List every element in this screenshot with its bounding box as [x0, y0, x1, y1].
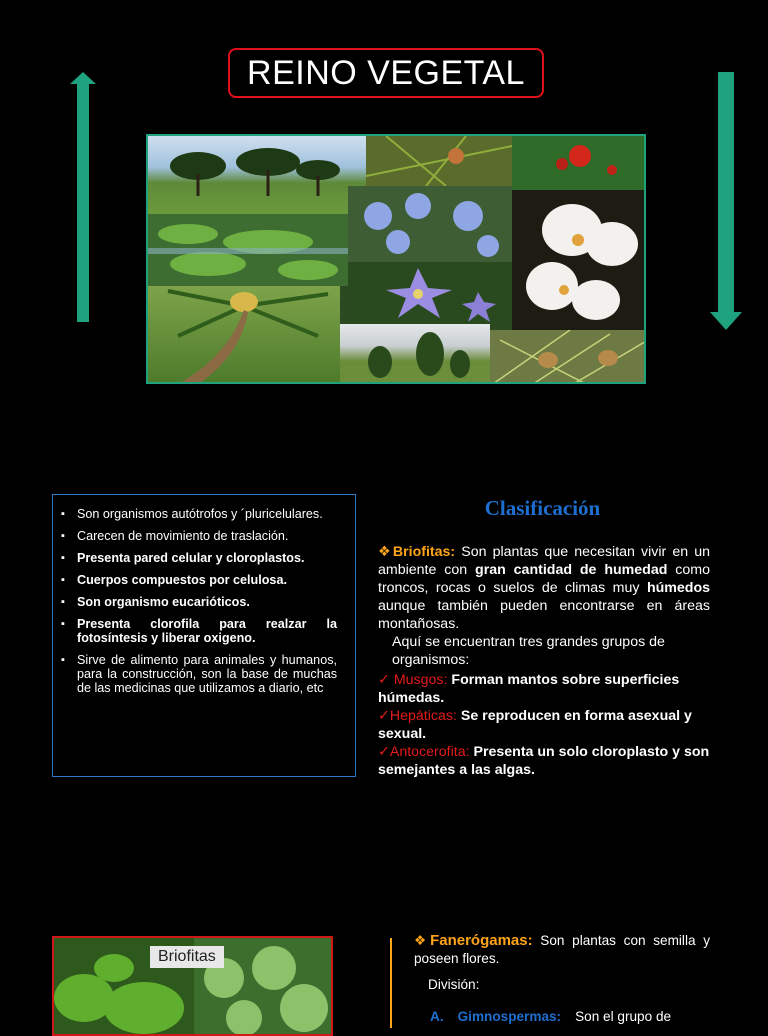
gimnospermas-label: Gimnospermas:	[457, 1009, 562, 1024]
fanerogamas-paragraph	[414, 932, 710, 968]
feature-item: ▪ Presenta clorofila para realzar la fotosíntesis y liberar oxigeno.	[59, 617, 337, 645]
briofitas-bold-humid: húmedos	[646, 580, 710, 596]
clasificacion-heading: Clasificación	[484, 496, 601, 520]
hepaticas-text: Se reproducen en forma asexual y sexual.	[378, 708, 692, 742]
plant-collage-image	[146, 134, 646, 384]
antocerofita-label: Antocerofita:	[389, 744, 470, 760]
check-icon: ✓	[378, 708, 390, 724]
red-flower-photo	[512, 136, 646, 190]
fanerogamas-text: Son plantas con semilla y poseen flores.	[414, 933, 710, 966]
feature-item: ▪ Son organismos autótrofos y ´pluricelulares.	[59, 507, 337, 521]
gimnospermas-marker: A.	[430, 1009, 444, 1024]
check-icon: ✓	[378, 744, 390, 760]
moss-photo	[148, 214, 348, 286]
clasificacion-section	[378, 543, 710, 779]
briofitas-text: Son plantas que necesitan vivir en un ambiente con	[378, 544, 710, 578]
feature-item: ▪ Presenta pared celular y cloroplastos.	[59, 551, 337, 565]
diamond-bullet-icon: ❖	[378, 544, 393, 560]
musgos-label: Musgos:	[393, 672, 448, 688]
feature-item: ▪ Son organismo eucarióticos.	[59, 595, 337, 609]
trees-photo	[148, 136, 366, 214]
pine-needles-photo	[490, 330, 646, 384]
hepaticas-label: Hepáticas:	[389, 708, 457, 724]
antocerofita-item	[378, 743, 710, 779]
features-list	[59, 507, 337, 695]
pine-trees-photo	[340, 324, 490, 384]
groups-intro: Aquí se encuentran tres grandes grupos de organismos:	[392, 634, 665, 668]
orchid-photo	[512, 190, 646, 330]
musgos-text: Forman mantos sobre superficies húmedas.	[378, 672, 680, 706]
fanerogamas-section	[414, 932, 710, 1026]
up-arrow-icon	[70, 72, 96, 322]
title-box	[228, 48, 544, 98]
blue-flower-photo	[348, 186, 512, 262]
features-box	[52, 494, 356, 777]
page-title: REINO VEGETAL	[247, 53, 525, 92]
fanerogamas-label: Fanerógamas:	[430, 932, 533, 949]
star-flower-photo	[348, 262, 512, 324]
gimnospermas-item	[414, 1008, 710, 1026]
briofitas-label: Briofitas:	[392, 544, 456, 560]
branch-photo	[366, 136, 512, 186]
check-icon: ✓	[378, 672, 390, 688]
antocerofita-text: Presenta un solo cloroplasto y son semejantes a las algas.	[378, 744, 710, 778]
hepaticas-item	[378, 707, 710, 743]
division-label: División:	[428, 977, 480, 992]
feature-item: ▪ Carecen de movimiento de traslación.	[59, 529, 337, 543]
briofitas-image	[52, 936, 333, 1036]
feature-item: ▪ Sirve de alimento para animales y humanos, para la construcción, son la base de muchas de las medicinas que utilizamos a diario, etc	[59, 653, 337, 695]
briofitas-bold-humidity: gran cantidad de humedad	[475, 562, 668, 578]
briofitas-text: como troncos, rocas o suelos de climas muy	[378, 562, 710, 596]
briofitas-text: aunque también pueden encontrarse en áreas montañosas.	[378, 598, 710, 632]
diamond-bullet-icon: ❖	[414, 933, 431, 948]
gimnospermas-text: Son el grupo de	[575, 1009, 672, 1024]
musgos-item	[378, 671, 710, 707]
divider	[390, 938, 392, 1028]
briofitas-paragraph	[378, 543, 710, 633]
cycad-photo	[148, 286, 340, 384]
feature-item: ▪ Cuerpos compuestos por celulosa.	[59, 573, 337, 587]
down-arrow-icon	[710, 72, 742, 330]
briofitas-image-label: Briofitas	[150, 946, 224, 968]
